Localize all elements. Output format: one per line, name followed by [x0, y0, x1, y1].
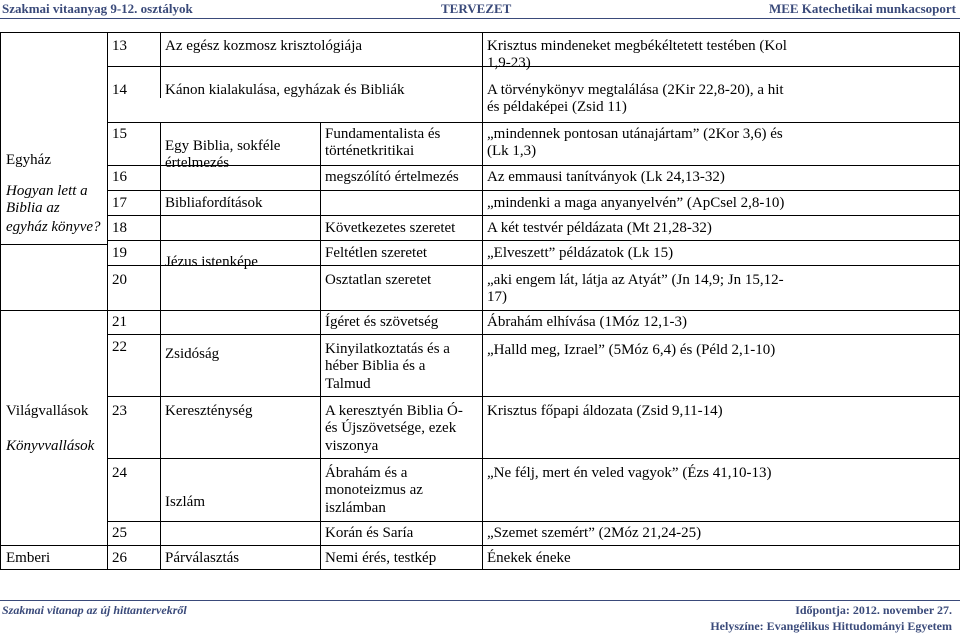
- row-group: Egy Biblia, sokféle: [165, 138, 281, 154]
- row-number: 13: [112, 38, 127, 54]
- footer-date: Időpontja: 2012. november 27.: [795, 603, 952, 617]
- row-divider: [107, 334, 960, 335]
- row-number: 20: [112, 272, 127, 288]
- category-vilagvallasok: Világvallások: [6, 403, 89, 419]
- row-reference: „Halld meg, Izrael” (5Móz 6,4) és (Péld 2,1-10): [487, 342, 776, 358]
- category-emberi: Emberi: [6, 550, 51, 566]
- row-subtopic: Korán és Saría: [325, 525, 414, 541]
- row-group: Zsidóság: [165, 346, 220, 362]
- row-number: 14: [112, 82, 127, 98]
- row-group: Párválasztás: [165, 550, 240, 566]
- row-subtopic: Következetes szeretet: [325, 220, 456, 236]
- row-subtopic-cont: héber Biblia és a: [325, 358, 426, 374]
- row-topic: Az egész kozmosz krisztológiája: [165, 38, 363, 54]
- row-reference: Énekek éneke: [487, 550, 571, 566]
- row-subtopic: Osztatlan szeretet: [325, 272, 432, 288]
- col-divider: [160, 32, 161, 98]
- row-divider: [107, 165, 960, 166]
- row-reference: „Ne félj, mert én veled vagyok” (Ézs 41,10-13): [487, 465, 772, 481]
- header-left: Szakmai vitaanyag 9-12. osztályok: [2, 1, 193, 16]
- row-reference-cont: és példaképei (Zsid 11): [487, 99, 627, 115]
- category-egyhaz: Egyház: [6, 152, 51, 168]
- table-border: [0, 569, 960, 570]
- row-reference-cont: 17): [487, 289, 507, 305]
- row-divider: [107, 215, 960, 216]
- col-divider: [107, 32, 108, 570]
- col-divider: [320, 215, 321, 570]
- row-number: 25: [112, 525, 127, 541]
- row-number: 26: [112, 550, 127, 566]
- row-reference: „mindenki a maga anyanyelvén” (ApCsel 2,8-10): [487, 195, 785, 211]
- row-reference: Az emmausi tanítványok (Lk 24,13-32): [487, 169, 725, 185]
- row-reference: Krisztus főpapi áldozata (Zsid 9,11-14): [487, 403, 723, 419]
- category-konyvvallasok: Könyvvallások: [6, 438, 95, 454]
- row-group: Kereszténység: [165, 403, 253, 419]
- row-group: Iszlám: [165, 494, 205, 510]
- row-reference: Ábrahám elhívása (1Móz 12,1-3): [487, 314, 687, 330]
- row-reference: „mindennek pontosan utánajártam” (2Kor 3,6) és: [487, 126, 783, 142]
- row-number: 16: [112, 169, 127, 185]
- row-subtopic: Nemi érés, testkép: [325, 550, 437, 566]
- row-divider: [0, 310, 107, 311]
- row-subtopic: Kinyilatkoztatás és a: [325, 341, 450, 357]
- header-right: MEE Katechetikai munkacsoport: [768, 1, 956, 16]
- row-reference: Krisztus mindeneket megbékéltetett testében (Kol: [487, 38, 787, 54]
- category-question-line1: Hogyan lett a: [6, 183, 88, 199]
- row-topic: Bibliafordítások: [165, 195, 263, 211]
- row-subtopic: Ígéret és szövetség: [325, 314, 439, 330]
- row-number: 21: [112, 314, 127, 330]
- row-subtopic-cont: viszonya: [325, 438, 379, 454]
- category-question-line2: Biblia az: [6, 200, 60, 216]
- row-number: 17: [112, 195, 127, 211]
- row-number: 23: [112, 403, 127, 419]
- row-subtopic-cont: történetkritikai: [325, 143, 415, 159]
- row-subtopic-cont: monoteizmus az: [325, 482, 423, 498]
- row-reference: A két testvér példázata (Mt 21,28-32): [487, 220, 712, 236]
- footer-left: Szakmai vitanap az új hittantervekről: [2, 603, 187, 617]
- row-divider: [107, 458, 960, 459]
- header-center: TERVEZET: [441, 1, 512, 16]
- row-topic: Kánon kialakulása, egyházak és Bibliák: [165, 82, 405, 98]
- category-question-line3: egyház könyve?: [6, 219, 101, 235]
- row-divider: [107, 396, 960, 397]
- row-reference-cont: (Lk 1,3): [487, 143, 537, 159]
- row-number: 22: [112, 339, 127, 355]
- row-divider: [107, 122, 960, 123]
- col-divider: [320, 122, 321, 215]
- row-divider: [107, 310, 960, 311]
- footer-venue: Helyszíne: Evangélikus Hittudományi Egyetem: [710, 619, 952, 633]
- row-subtopic: Ábrahám és a: [325, 465, 408, 481]
- row-divider: [0, 545, 960, 546]
- row-number: 24: [112, 465, 127, 481]
- row-subtopic: megszólító értelmezés: [325, 169, 459, 185]
- row-reference-cont: 1,9-23): [487, 55, 531, 71]
- row-number: 19: [112, 245, 127, 261]
- row-group: Jézus istenképe: [165, 254, 258, 270]
- row-subtopic-cont: iszlámban: [325, 500, 386, 516]
- row-divider: [107, 190, 960, 191]
- row-subtopic-cont: és Újszövetsége, ezek: [325, 420, 457, 436]
- row-divider: [107, 240, 960, 241]
- row-subtopic-cont: Talmud: [325, 376, 371, 392]
- row-divider: [107, 66, 960, 67]
- row-reference: „Szemet szemért” (2Móz 21,24-25): [487, 525, 702, 541]
- col-divider: [482, 32, 483, 570]
- row-divider: [0, 244, 107, 245]
- table-border: [0, 32, 1, 570]
- row-number: 15: [112, 126, 127, 142]
- row-number: 18: [112, 220, 127, 236]
- row-subtopic: Feltétlen szeretet: [325, 245, 428, 261]
- row-reference: „Elveszett” példázatok (Lk 15): [487, 245, 674, 261]
- row-divider: [107, 521, 960, 522]
- row-reference: A törvénykönyv megtalálása (2Kir 22,8-20), a hit: [487, 82, 784, 98]
- row-subtopic: Fundamentalista és: [325, 126, 441, 142]
- row-subtopic: A keresztyén Biblia Ó-: [325, 403, 463, 419]
- table-border: [0, 32, 960, 33]
- row-group-cont: értelmezés: [165, 155, 230, 171]
- row-reference: „aki engem lát, látja az Atyát” (Jn 14,9; Jn 15,12-: [487, 272, 784, 288]
